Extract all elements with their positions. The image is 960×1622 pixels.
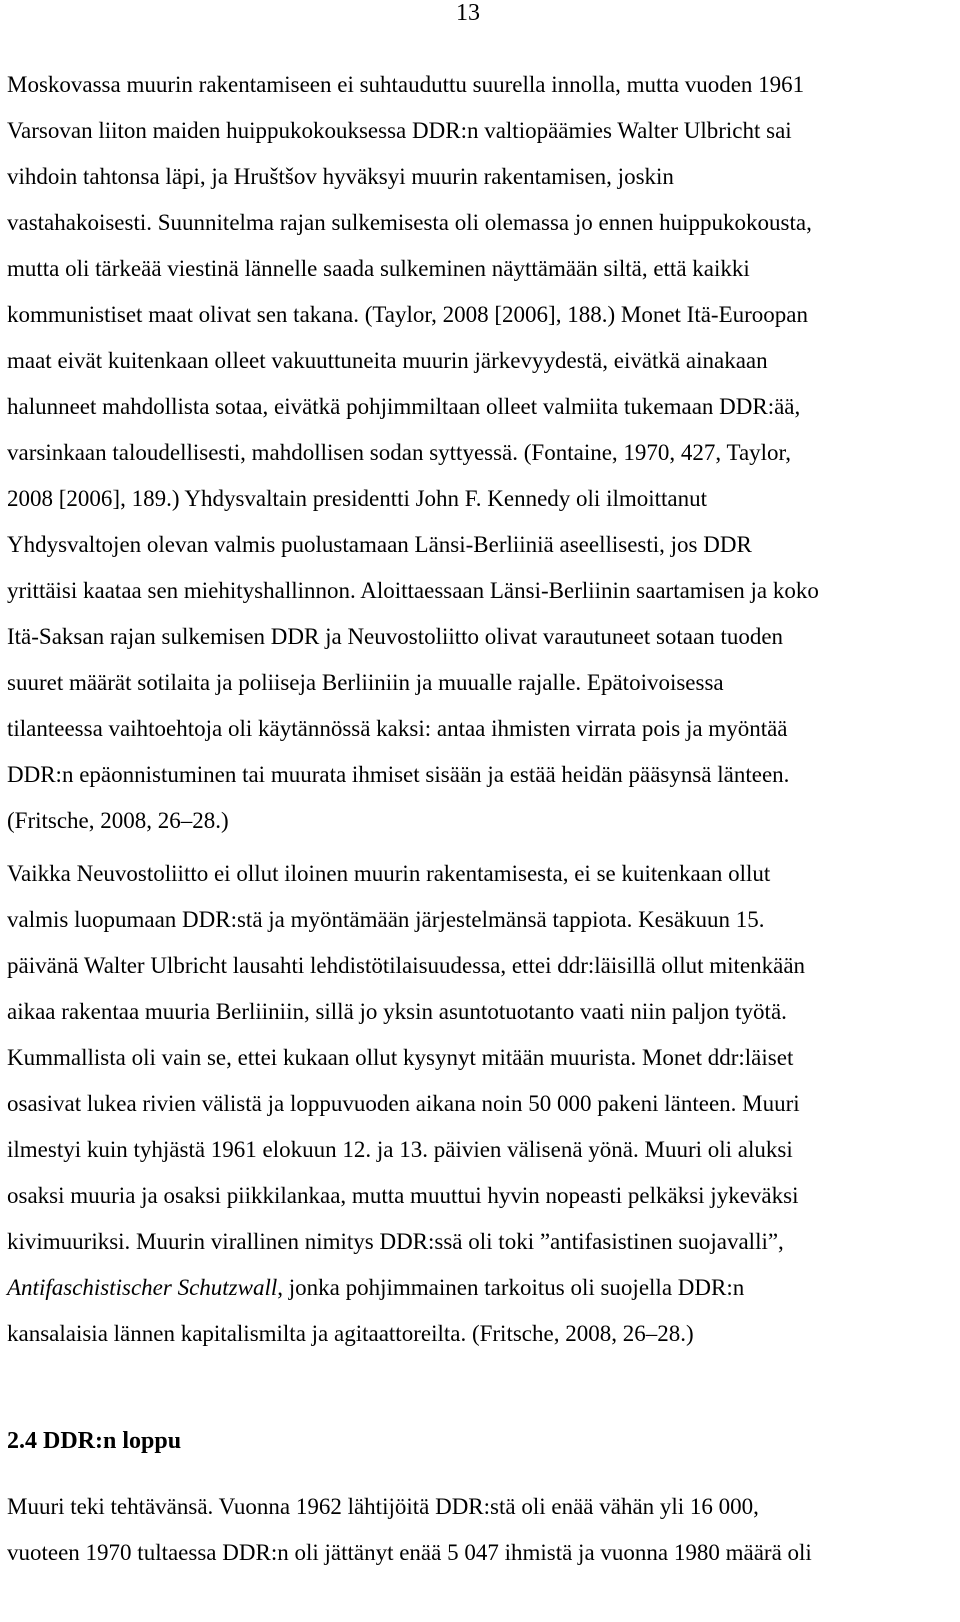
paragraph-line: mutta oli tärkeää viestinä lännelle saada sulkeminen näyttämään siltä, että kaikki xyxy=(7,256,750,281)
page-number: 13 xyxy=(456,0,480,26)
paragraph-line: Varsovan liiton maiden huippukokouksessa DDR:n valtiopäämies Walter Ulbricht sai xyxy=(7,118,792,143)
paragraph-line: suuret määrät sotilaita ja poliiseja Berliiniin ja muualle rajalle. Epätoivoisessa xyxy=(7,670,724,695)
paragraph-line: Kummallista oli vain se, ettei kukaan ollut kysynyt mitään muurista. Monet ddr:läiset xyxy=(7,1045,794,1070)
paragraph-line: varsinkaan taloudellisesti, mahdollisen sodan syttyessä. (Fontaine, 1970, 427, Taylor, xyxy=(7,440,792,465)
paragraph-line: halunneet mahdollista sotaa, eivätkä pohjimmiltaan olleet valmiita tukemaan DDR:ää, xyxy=(7,394,801,419)
section-heading: 2.4 DDR:n loppu xyxy=(7,1428,182,1454)
paragraph-wall-effect xyxy=(7,1484,960,1576)
paragraph-line: osasivat lukea rivien välistä ja loppuvuoden aikana noin 50 000 pakeni länteen. Muuri xyxy=(7,1091,800,1116)
paragraph-line: (Fritsche, 2008, 26–28.) xyxy=(7,808,229,833)
paragraph-line xyxy=(7,1265,960,1311)
paragraph-line: vuoteen 1970 tultaessa DDR:n oli jättänyt enää 5 047 ihmistä ja vuonna 1980 määrä oli xyxy=(7,1540,812,1565)
paragraph-line: Vaikka Neuvostoliitto ei ollut iloinen muurin rakentamisesta, ei se kuitenkaan ollut xyxy=(7,861,771,886)
paragraph-line: päivänä Walter Ulbricht lausahti lehdistötilaisuudessa, ettei ddr:läisillä ollut mitenkään xyxy=(7,953,806,978)
paragraph-line: vastahakoisesti. Suunnitelma rajan sulkemisesta oli olemassa jo ennen huippukokousta, xyxy=(7,210,812,235)
paragraph-line: tilanteessa vaihtoehtoja oli käytännössä kaksi: antaa ihmisten virrata pois ja myöntää xyxy=(7,716,788,741)
paragraph-line: valmis luopumaan DDR:stä ja myöntämään järjestelmänsä tappiota. Kesäkuun 15. xyxy=(7,907,765,932)
paragraph-line: Itä-Saksan rajan sulkemisen DDR ja Neuvostoliitto olivat varautuneet sotaan tuoden xyxy=(7,624,784,649)
paragraph-line: maat eivät kuitenkaan olleet vakuuttuneita muurin järkevyydestä, eivätkä ainakaan xyxy=(7,348,768,373)
paragraph-moscow-wall xyxy=(7,62,960,844)
italic-term: Antifaschistischer Schutzwall xyxy=(7,1275,278,1300)
paragraph-line: Yhdysvaltojen olevan valmis puolustamaan Länsi-Berliiniä aseellisesti, jos DDR xyxy=(7,532,752,557)
paragraph-line: kivimuuriksi. Muurin virallinen nimitys DDR:ssä oli toki ”antifasistinen suojavalli”, xyxy=(7,1229,784,1254)
paragraph-line: vihdoin tahtonsa läpi, ja Hruštšov hyväksyi muurin rakentamisen, joskin xyxy=(7,164,674,189)
paragraph-line: yrittäisi kaataa sen miehityshallinnon. Aloittaessaan Länsi-Berliinin saartamisen ja koko xyxy=(7,578,819,603)
paragraph-line: 2008 [2006], 189.) Yhdysvaltain presidentti John F. Kennedy oli ilmoittanut xyxy=(7,486,708,511)
paragraph-line: kansalaisia lännen kapitalismilta ja agitaattoreilta. (Fritsche, 2008, 26–28.) xyxy=(7,1321,694,1346)
paragraph-line: aikaa rakentaa muuria Berliiniin, sillä jo yksin asuntotuotanto vaati niin paljon työtä. xyxy=(7,999,787,1024)
paragraph-line: kommunistiset maat olivat sen takana. (Taylor, 2008 [2006], 188.) Monet Itä-Euroopan xyxy=(7,302,809,327)
paragraph-line: ilmestyi kuin tyhjästä 1961 elokuun 12. ja 13. päivien välisenä yönä. Muuri oli aluksi xyxy=(7,1137,793,1162)
paragraph-line: Muuri teki tehtävänsä. Vuonna 1962 lähtijöitä DDR:stä oli enää vähän yli 16 000, xyxy=(7,1494,759,1519)
paragraph-line: osaksi muuria ja osaksi piikkilankaa, mutta muuttui hyvin nopeasti pelkäksi jykeväksi xyxy=(7,1183,799,1208)
paragraph-line: Moskovassa muurin rakentamiseen ei suhtauduttu suurella innolla, mutta vuoden 1961 xyxy=(7,72,805,97)
paragraph-soviet-stance xyxy=(7,851,960,1357)
italic-line-rest: , jonka pohjimmainen tarkoitus oli suojella DDR:n xyxy=(277,1275,745,1300)
paragraph-line: DDR:n epäonnistuminen tai muurata ihmiset sisään ja estää heidän pääsynsä länteen. xyxy=(7,762,790,787)
